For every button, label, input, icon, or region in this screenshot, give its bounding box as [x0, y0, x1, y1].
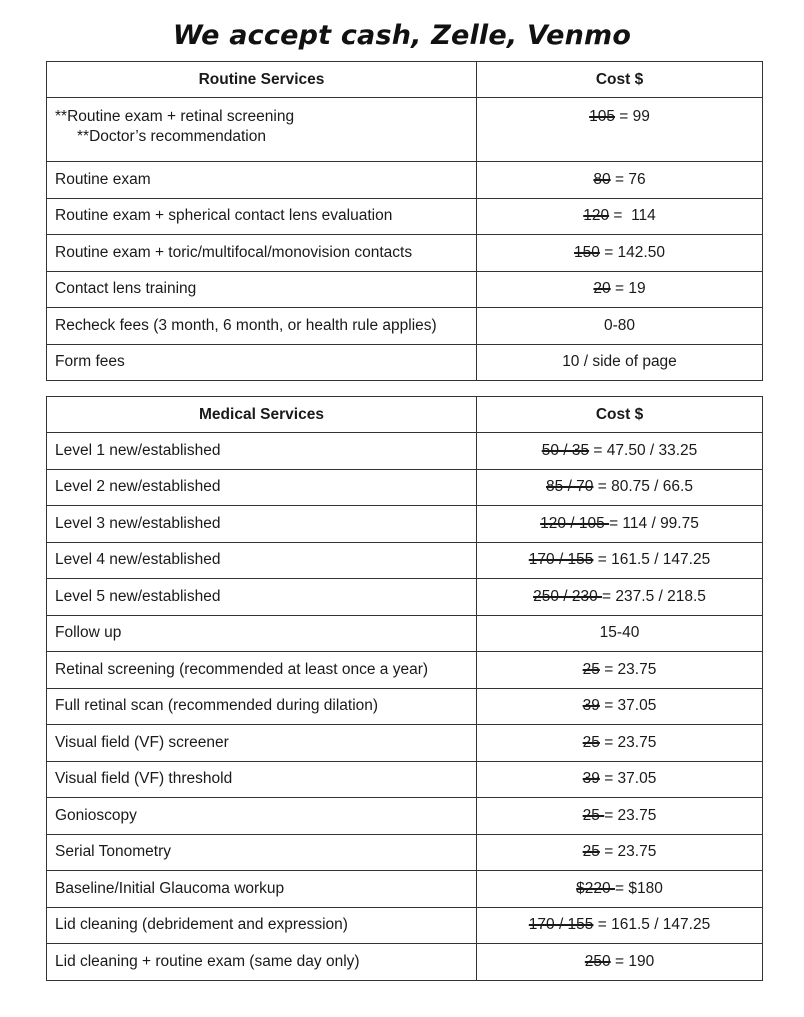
service-cost	[477, 235, 763, 272]
service-cost	[477, 98, 763, 162]
service-cost	[477, 579, 763, 616]
new-price: = 142.50	[599, 243, 665, 261]
new-price: = 99	[614, 108, 650, 125]
service-name: Lid cleaning + routine exam (same day only)	[47, 944, 477, 981]
new-price: = 161.5 / 147.25	[593, 551, 711, 569]
medical-services-table	[46, 396, 763, 981]
old-price: 25	[582, 733, 600, 751]
new-price: 0-80	[603, 316, 636, 334]
old-price: 170 / 155	[528, 916, 594, 934]
routine-cost-header: Cost $	[477, 62, 763, 98]
old-price: 105	[589, 108, 615, 125]
table-row	[47, 761, 763, 798]
old-price: 25	[582, 806, 605, 824]
service-cost	[477, 761, 763, 798]
new-price: = 237.5 / 218.5	[602, 587, 706, 605]
old-price: 250	[584, 952, 611, 970]
new-price: = 80.75 / 66.5	[593, 478, 693, 496]
table-row	[47, 308, 763, 345]
new-price: = 23.75	[599, 843, 657, 861]
routine-header-row	[47, 62, 763, 98]
service-name: Retinal screening (recommended at least once a year)	[47, 652, 477, 689]
new-price: = 114	[609, 207, 656, 225]
old-price: 120	[583, 207, 610, 225]
medical-services-header: Medical Services	[47, 397, 477, 433]
table-row	[47, 344, 763, 381]
new-price: 10 / side of page	[562, 353, 677, 371]
service-cost	[477, 308, 763, 345]
new-price: 15-40	[599, 624, 640, 642]
table-row	[47, 433, 763, 470]
table-row	[47, 944, 763, 981]
table-row	[47, 98, 763, 162]
service-cost	[477, 469, 763, 506]
service-cost	[477, 798, 763, 835]
table-row	[47, 198, 763, 235]
old-price: 120 / 105	[540, 514, 610, 532]
old-price: 250 / 230	[533, 587, 603, 605]
new-price: = 161.5 / 147.25	[593, 916, 711, 934]
old-price: 39	[582, 697, 600, 715]
service-name: Baseline/Initial Glaucoma workup	[47, 871, 477, 908]
new-price: = 19	[610, 280, 646, 298]
service-name: Follow up	[47, 615, 477, 652]
new-price: = 37.05	[599, 697, 657, 715]
table-row	[47, 725, 763, 762]
service-name: Serial Tonometry	[47, 834, 477, 871]
service-name: Routine exam + spherical contact lens evaluation	[47, 198, 477, 235]
service-name: Visual field (VF) threshold	[47, 761, 477, 798]
service-cost	[477, 506, 763, 543]
service-name: Routine exam	[47, 162, 477, 199]
new-price: = 114 / 99.75	[609, 514, 699, 532]
service-note: **Doctor’s recommendation	[77, 128, 266, 145]
service-cost	[477, 652, 763, 689]
service-name: Level 5 new/established	[47, 579, 477, 616]
service-name: Level 3 new/established	[47, 506, 477, 543]
new-price: = 47.50 / 33.25	[589, 441, 698, 459]
service-cost	[477, 688, 763, 725]
old-price: 170 / 155	[528, 551, 594, 569]
table-row	[47, 469, 763, 506]
service-cost	[477, 271, 763, 308]
new-price: = 37.05	[599, 770, 657, 788]
routine-services-header: Routine Services	[47, 62, 477, 98]
service-name	[47, 98, 477, 162]
table-row	[47, 235, 763, 272]
service-name: Lid cleaning (debridement and expression)	[47, 907, 477, 944]
new-price: = $180	[614, 879, 663, 897]
service-cost	[477, 162, 763, 199]
service-cost	[477, 725, 763, 762]
old-price: $220	[576, 879, 615, 897]
old-price: 80	[593, 170, 611, 188]
service-cost	[477, 198, 763, 235]
old-price: 85 / 70	[546, 478, 594, 496]
service-cost	[477, 542, 763, 579]
service-name: Contact lens training	[47, 271, 477, 308]
new-price: = 190	[610, 952, 655, 970]
service-cost	[477, 615, 763, 652]
page-title: We accept cash, Zelle, Venmo	[172, 20, 632, 51]
service-name: Routine exam + toric/multifocal/monovision contacts	[47, 235, 477, 272]
routine-services-table	[46, 61, 763, 381]
service-name: Form fees	[47, 344, 477, 381]
table-row	[47, 871, 763, 908]
service-cost	[477, 344, 763, 381]
table-row	[47, 542, 763, 579]
service-name: Level 4 new/established	[47, 542, 477, 579]
service-name: Gonioscopy	[47, 798, 477, 835]
table-row	[47, 834, 763, 871]
service-cost	[477, 944, 763, 981]
new-price: = 23.75	[604, 806, 657, 824]
service-cost	[477, 834, 763, 871]
service-name: Visual field (VF) screener	[47, 725, 477, 762]
old-price: 150	[574, 243, 600, 261]
table-row	[47, 652, 763, 689]
old-price: 25	[582, 660, 600, 678]
table-row	[47, 688, 763, 725]
new-price: = 23.75	[599, 660, 657, 678]
medical-cost-header: Cost $	[477, 397, 763, 433]
old-price: 20	[593, 280, 611, 298]
old-price: 25	[582, 843, 600, 861]
table-row	[47, 506, 763, 543]
service-name: Level 2 new/established	[47, 469, 477, 506]
old-price: 50 / 35	[541, 441, 590, 459]
table-row	[47, 579, 763, 616]
table-row	[47, 615, 763, 652]
new-price: = 76	[610, 170, 646, 188]
service-name: Full retinal scan (recommended during dilation)	[47, 688, 477, 725]
service-cost	[477, 907, 763, 944]
service-cost	[477, 433, 763, 470]
table-row	[47, 271, 763, 308]
old-price: 39	[582, 770, 600, 788]
medical-header-row	[47, 397, 763, 433]
service-label: **Routine exam + retinal screening	[55, 108, 295, 125]
table-row	[47, 907, 763, 944]
table-row	[47, 798, 763, 835]
table-row	[47, 162, 763, 199]
service-name: Level 1 new/established	[47, 433, 477, 470]
new-price: = 23.75	[599, 733, 657, 751]
service-cost	[477, 871, 763, 908]
service-name: Recheck fees (3 month, 6 month, or health rule applies)	[47, 308, 477, 345]
